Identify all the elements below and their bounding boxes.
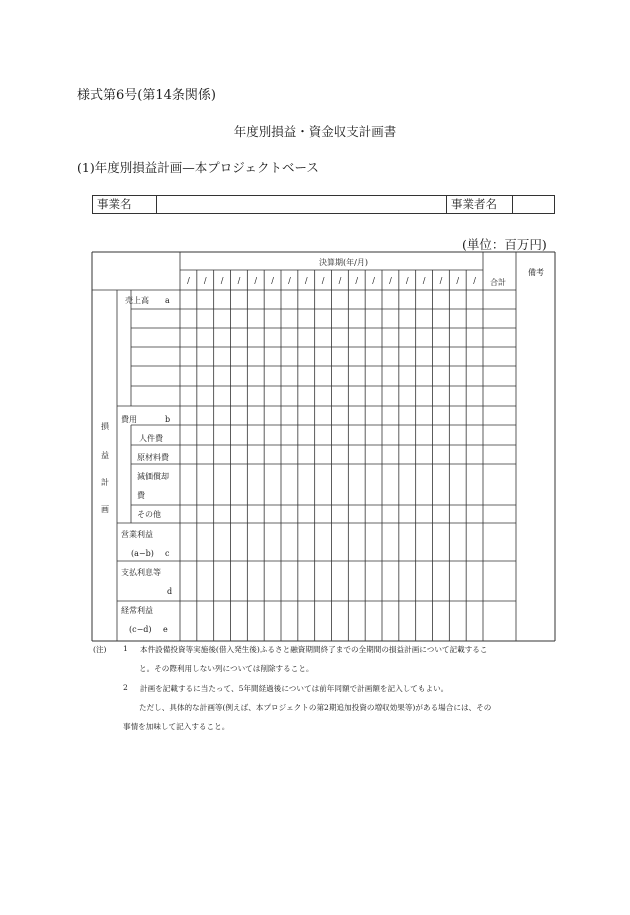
period-slash: /: [237, 276, 241, 285]
ordinary-formula: (c−d): [129, 625, 152, 634]
note-1-line-1: 本件設備投資等実施後(借入発生後)ふるさと融資期間終了までの全期間の損益計画について記載するこ: [140, 645, 488, 654]
remarks-header: 備考: [528, 268, 544, 277]
period-slash: /: [473, 276, 476, 285]
materials-label: 原材料費: [137, 453, 169, 462]
note-2-line-3: 事情を加味して記入すること。: [123, 722, 230, 731]
period-slash: /: [389, 276, 392, 285]
period-slash: /: [405, 276, 409, 285]
section-label-char: 損: [101, 422, 109, 431]
section-heading: (1)年度別損益計画—本プロジェクトベース: [77, 160, 319, 175]
period-slash: /: [271, 276, 274, 285]
operator-name-label: 事業者名: [447, 196, 513, 213]
business-name-label: 事業名: [93, 196, 157, 213]
period-slash: /: [220, 276, 224, 285]
period-slash: /: [439, 276, 443, 285]
section-label-char: 計: [101, 478, 109, 487]
period-slash: /: [254, 276, 258, 285]
expenses-code: b: [165, 415, 171, 424]
unit-label: (単位：百万円): [462, 237, 547, 252]
ordinary-code: e: [163, 625, 168, 634]
note-1-number: 1: [123, 644, 128, 653]
notes-marker: (注): [93, 645, 107, 654]
section-label-char: 益: [101, 451, 109, 460]
period-slash: /: [372, 276, 375, 285]
form-number: 様式第6号(第14条関係): [77, 88, 216, 103]
document-title: 年度別損益・資金収支計画書: [233, 124, 397, 139]
period-slash: /: [288, 276, 291, 285]
period-slash: /: [355, 276, 359, 285]
personnel-label: 人件費: [139, 434, 163, 443]
interest-label: 支払利息等: [121, 568, 161, 577]
sales-label: 売上高: [125, 296, 149, 305]
period-header: 決算期(年/月): [319, 258, 368, 267]
note-1-line-2: と。その際利用しない列については削除すること。: [139, 664, 314, 673]
operating-profit-label: 営業利益: [121, 530, 153, 539]
operating-formula: (a−b): [131, 549, 154, 558]
depreciation-label-2: 費: [137, 491, 145, 500]
total-header: 合計: [490, 278, 506, 287]
period-slash: /: [187, 276, 190, 285]
period-slash: /: [321, 276, 325, 285]
interest-code: d: [167, 587, 173, 596]
period-slash: /: [338, 276, 342, 285]
section-label-char: 画: [101, 505, 109, 514]
ordinary-profit-label: 経常利益: [121, 606, 153, 615]
expenses-label: 費用: [121, 415, 137, 424]
sales-code: a: [165, 296, 170, 305]
note-2-line-1: 計画を記載するに当たって、5年間経過後については前年同額で計画額を記入してもよい。: [140, 684, 449, 693]
other-label: その他: [137, 510, 161, 519]
note-2-line-2: ただし、具体的な計画等(例えば、本プロジェクトの第2期追加投資の増収効果等)がある場合には、その: [139, 703, 492, 712]
period-slash: /: [422, 276, 426, 285]
operating-code: c: [165, 549, 170, 558]
note-2-number: 2: [123, 683, 128, 692]
period-slash: /: [203, 276, 207, 285]
period-slash: /: [456, 276, 460, 285]
depreciation-label-1: 減価償却: [137, 472, 169, 481]
period-slash: /: [304, 276, 308, 285]
